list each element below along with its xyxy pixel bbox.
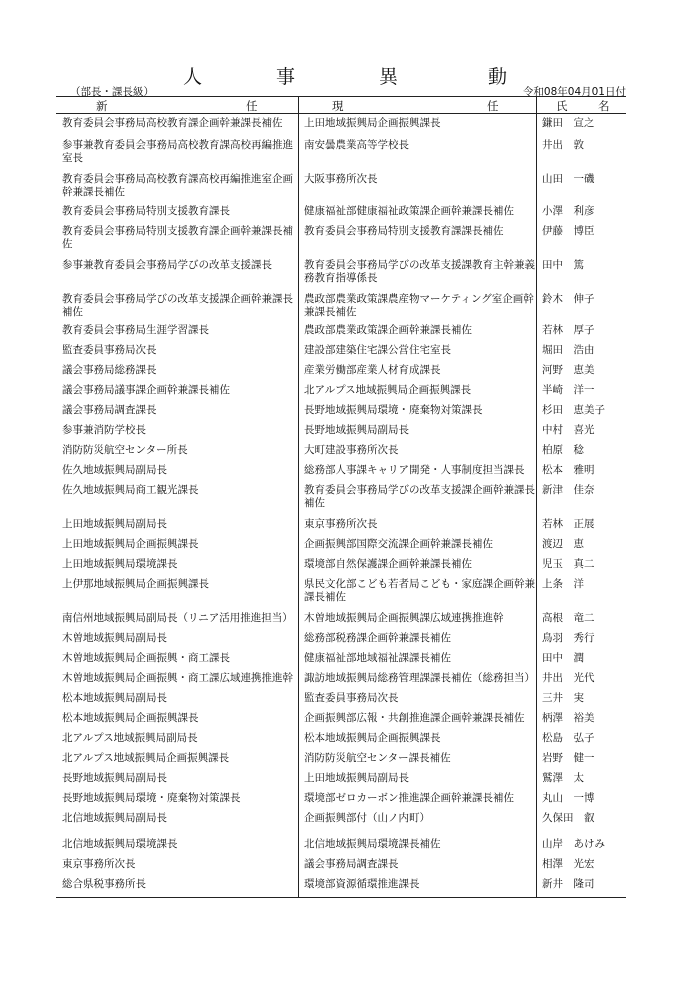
new-position: 木曽地域振興局企画振興・商工課広域連携推進幹 bbox=[62, 672, 293, 684]
new-position: 北信地域振興局環境課長 bbox=[62, 838, 178, 850]
table-row bbox=[56, 535, 626, 555]
person-name: 中村 喜光 bbox=[542, 424, 595, 436]
person-name: 河野 恵美 bbox=[542, 364, 595, 376]
current-position: 環境部ゼロカーボン推進課企画幹兼課長補佐 bbox=[304, 792, 514, 804]
current-position: 監査委員事務局次長 bbox=[304, 692, 399, 704]
table-row bbox=[56, 341, 626, 361]
table-row bbox=[56, 629, 626, 649]
table-row bbox=[56, 441, 626, 461]
current-position: 北信地域振興局環境課長補佐 bbox=[304, 838, 441, 850]
person-name: 上条 洋 bbox=[542, 578, 584, 590]
person-name: 松島 弘子 bbox=[542, 732, 595, 744]
new-position: 長野地域振興局副局長 bbox=[62, 772, 167, 784]
person-name: 堀田 浩由 bbox=[542, 344, 595, 356]
header-new-2: 任 bbox=[246, 99, 258, 113]
current-position: 大阪事務所次長 bbox=[304, 173, 378, 185]
person-name: 田中 潤 bbox=[542, 652, 584, 664]
table-row bbox=[56, 136, 626, 170]
new-position: 参事兼教育委員会事務局学びの改革支援課長 bbox=[62, 259, 272, 271]
current-position: 諏訪地域振興局総務管理課課長補佐（総務担当） bbox=[304, 672, 535, 684]
current-position: 消防防災航空センター課長補佐 bbox=[304, 752, 451, 764]
new-position: 北アルプス地域振興局企画振興課長 bbox=[62, 752, 230, 764]
effective-date: 令和08年04月01日付 bbox=[522, 86, 626, 98]
person-name: 柄澤 裕美 bbox=[542, 712, 595, 724]
current-position: 長野地域振興局環境・廃棄物対策課長 bbox=[304, 404, 483, 416]
table-row bbox=[56, 381, 626, 401]
person-name: 半崎 洋一 bbox=[542, 384, 595, 396]
new-position: 東京事務所次長 bbox=[62, 858, 136, 870]
person-name: 児玉 真二 bbox=[542, 558, 595, 570]
person-name: 小澤 利彦 bbox=[542, 205, 595, 217]
current-position: 総務部人事課キャリア開発・人事制度担当課長 bbox=[304, 464, 525, 476]
current-position: 教育委員会事務局学びの改革支援課企画幹兼課長補佐 bbox=[304, 484, 535, 509]
current-position: 産業労働部産業人材育成課長 bbox=[304, 364, 441, 376]
header-current-1: 現 bbox=[332, 99, 344, 113]
table-row bbox=[56, 689, 626, 709]
new-position: 教育委員会事務局学びの改革支援課企画幹兼課長補佐 bbox=[62, 293, 293, 318]
current-position: 農政部農業政策課企画幹兼課長補佐 bbox=[304, 324, 472, 336]
new-position: 議会事務局総務課長 bbox=[62, 364, 157, 376]
rank-category: （部長・課長級） bbox=[70, 86, 154, 98]
table-row bbox=[56, 729, 626, 749]
new-position: 南信州地域振興局副局長（リニア活用推進担当） bbox=[62, 612, 293, 624]
table-row bbox=[56, 222, 626, 256]
table-row bbox=[56, 769, 626, 789]
new-position: 議会事務局議事課企画幹兼課長補佐 bbox=[62, 384, 230, 396]
header-new-1: 新 bbox=[96, 99, 108, 113]
new-position: 松本地域振興局副局長 bbox=[62, 692, 167, 704]
current-position: 教育委員会事務局学びの改革支援課教育主幹兼義務教育指導係長 bbox=[304, 259, 535, 284]
current-position: 長野地域振興局副局長 bbox=[304, 424, 409, 436]
table-row bbox=[56, 749, 626, 769]
table-row bbox=[56, 290, 626, 321]
current-position: 大町建設事務所次長 bbox=[304, 444, 399, 456]
current-position: 健康福祉部健康福祉政策課企画幹兼課長補佐 bbox=[304, 205, 514, 217]
current-position: 教育委員会事務局特別支援教育課課長補佐 bbox=[304, 225, 504, 237]
new-position: 消防防災航空センター所長 bbox=[62, 444, 188, 456]
new-position: 参事兼教育委員会事務局高校教育課高校再編推進室長 bbox=[62, 139, 293, 164]
current-position: 総務部税務課企画幹兼課長補佐 bbox=[304, 632, 451, 644]
current-position: 議会事務局調査課長 bbox=[304, 858, 399, 870]
person-name: 三井 実 bbox=[542, 692, 584, 704]
personnel-table bbox=[56, 96, 626, 898]
person-name: 柏原 稔 bbox=[542, 444, 584, 456]
person-name: 丸山 一博 bbox=[542, 792, 595, 804]
new-position: 佐久地域振興局副局長 bbox=[62, 464, 167, 476]
new-position: 木曽地域振興局副局長 bbox=[62, 632, 167, 644]
new-position: 上田地域振興局副局長 bbox=[62, 518, 167, 530]
current-position: 松本地域振興局企画振興課長 bbox=[304, 732, 441, 744]
new-position: 上伊那地域振興局企画振興課長 bbox=[62, 578, 209, 590]
table-row bbox=[56, 709, 626, 729]
person-name: 鎌田 宣之 bbox=[542, 117, 595, 129]
person-name: 若林 厚子 bbox=[542, 324, 595, 336]
table-row bbox=[56, 401, 626, 421]
person-name: 山田 一磯 bbox=[542, 173, 595, 185]
current-position: 北アルプス地域振興局企画振興課長 bbox=[304, 384, 472, 396]
new-position: 北アルプス地域振興局副局長 bbox=[62, 732, 198, 744]
title-char: 異 bbox=[379, 66, 399, 88]
new-position: 北信地域振興局副局長 bbox=[62, 812, 167, 824]
person-name: 鈴木 伸子 bbox=[542, 293, 595, 305]
new-position: 参事兼消防学校長 bbox=[62, 424, 146, 436]
document-title bbox=[0, 62, 700, 86]
current-position: 木曽地域振興局企画振興課広域連携推進幹 bbox=[304, 612, 504, 624]
person-name: 井出 光代 bbox=[542, 672, 595, 684]
new-position: 佐久地域振興局商工観光課長 bbox=[62, 484, 199, 496]
table-row bbox=[56, 515, 626, 535]
title-char: 動 bbox=[488, 66, 508, 88]
current-position: 企画振興部広報・共創推進課企画幹兼課長補佐 bbox=[304, 712, 525, 724]
current-position: 企画振興部国際交流課企画幹兼課長補佐 bbox=[304, 538, 493, 550]
current-position: 環境部資源循環推進課長 bbox=[304, 878, 420, 890]
current-position: 農政部農業政策課農産物マーケティング室企画幹兼課長補佐 bbox=[304, 293, 534, 318]
person-name: 新津 佳奈 bbox=[542, 484, 595, 496]
table-row bbox=[56, 835, 626, 855]
new-position: 教育委員会事務局高校教育課企画幹兼課長補佐 bbox=[62, 117, 283, 129]
new-position: 総合県税事務所長 bbox=[62, 878, 146, 890]
person-name: 鳥羽 秀行 bbox=[542, 632, 595, 644]
person-name: 杉田 恵美子 bbox=[542, 404, 605, 416]
person-name: 新井 隆司 bbox=[542, 878, 595, 890]
person-name: 田中 篤 bbox=[542, 259, 584, 271]
table-row bbox=[56, 361, 626, 381]
person-name: 松本 雅明 bbox=[542, 464, 595, 476]
table-row bbox=[56, 855, 626, 875]
table-row bbox=[56, 461, 626, 481]
title-char: 事 bbox=[276, 66, 296, 88]
person-name: 井出 敦 bbox=[542, 139, 584, 151]
new-position: 上田地域振興局企画振興課長 bbox=[62, 538, 199, 550]
person-name: 相澤 光宏 bbox=[542, 858, 595, 870]
table-row bbox=[56, 809, 626, 835]
table-row bbox=[56, 575, 626, 609]
current-position: 東京事務所次長 bbox=[304, 518, 378, 530]
current-position: 健康福祉部地域福祉課課長補佐 bbox=[304, 652, 451, 664]
table-header bbox=[56, 97, 626, 114]
table-row bbox=[56, 875, 626, 897]
current-position: 県民文化部こども若者局こども・家庭課企画幹兼課長補佐 bbox=[304, 578, 535, 603]
current-position: 企画振興部付（山ノ内町） bbox=[304, 812, 430, 824]
new-position: 長野地域振興局環境・廃棄物対策課長 bbox=[62, 792, 241, 804]
new-position: 教育委員会事務局特別支援教育課長 bbox=[62, 205, 230, 217]
new-position: 松本地域振興局企画振興課長 bbox=[62, 712, 199, 724]
table-row bbox=[56, 649, 626, 669]
table-body bbox=[56, 114, 626, 897]
new-position: 監査委員事務局次長 bbox=[62, 344, 157, 356]
table-row bbox=[56, 669, 626, 689]
table-row bbox=[56, 481, 626, 515]
table-row bbox=[56, 609, 626, 629]
table-row bbox=[56, 789, 626, 809]
person-name: 鷲澤 太 bbox=[542, 772, 584, 784]
header-current-2: 任 bbox=[487, 99, 499, 113]
table-row bbox=[56, 114, 626, 136]
current-position: 南安曇農業高等学校長 bbox=[304, 139, 409, 151]
table-row bbox=[56, 202, 626, 222]
current-position: 建設部建築住宅課公営住宅室長 bbox=[304, 344, 451, 356]
new-position: 教育委員会事務局特別支援教育課企画幹兼課長補佐 bbox=[62, 225, 293, 250]
person-name: 若林 正展 bbox=[542, 518, 595, 530]
person-name: 渡辺 恵 bbox=[542, 538, 584, 550]
current-position: 環境部自然保護課企画幹兼課長補佐 bbox=[304, 558, 472, 570]
table-row bbox=[56, 321, 626, 341]
header-name-2: 名 bbox=[598, 99, 610, 113]
person-name: 岩野 健一 bbox=[542, 752, 595, 764]
table-row bbox=[56, 256, 626, 290]
table-row bbox=[56, 555, 626, 575]
header-name-1: 氏 bbox=[556, 99, 568, 113]
person-name: 山岸 あけみ bbox=[542, 838, 605, 850]
person-name: 久保田 叡 bbox=[542, 812, 595, 824]
new-position: 教育委員会事務局高校教育課高校再編推進室企画幹兼課長補佐 bbox=[62, 173, 293, 198]
person-name: 高根 竜二 bbox=[542, 612, 595, 624]
new-position: 木曽地域振興局企画振興・商工課長 bbox=[62, 652, 230, 664]
title-char: 人 bbox=[183, 66, 203, 88]
new-position: 上田地域振興局環境課長 bbox=[62, 558, 178, 570]
new-position: 議会事務局調査課長 bbox=[62, 404, 157, 416]
current-position: 上田地域振興局副局長 bbox=[304, 772, 409, 784]
new-position: 教育委員会事務局生涯学習課長 bbox=[62, 324, 209, 336]
table-row bbox=[56, 421, 626, 441]
current-position: 上田地域振興局企画振興課長 bbox=[304, 117, 441, 129]
person-name: 伊藤 博臣 bbox=[542, 225, 595, 237]
table-row bbox=[56, 170, 626, 202]
